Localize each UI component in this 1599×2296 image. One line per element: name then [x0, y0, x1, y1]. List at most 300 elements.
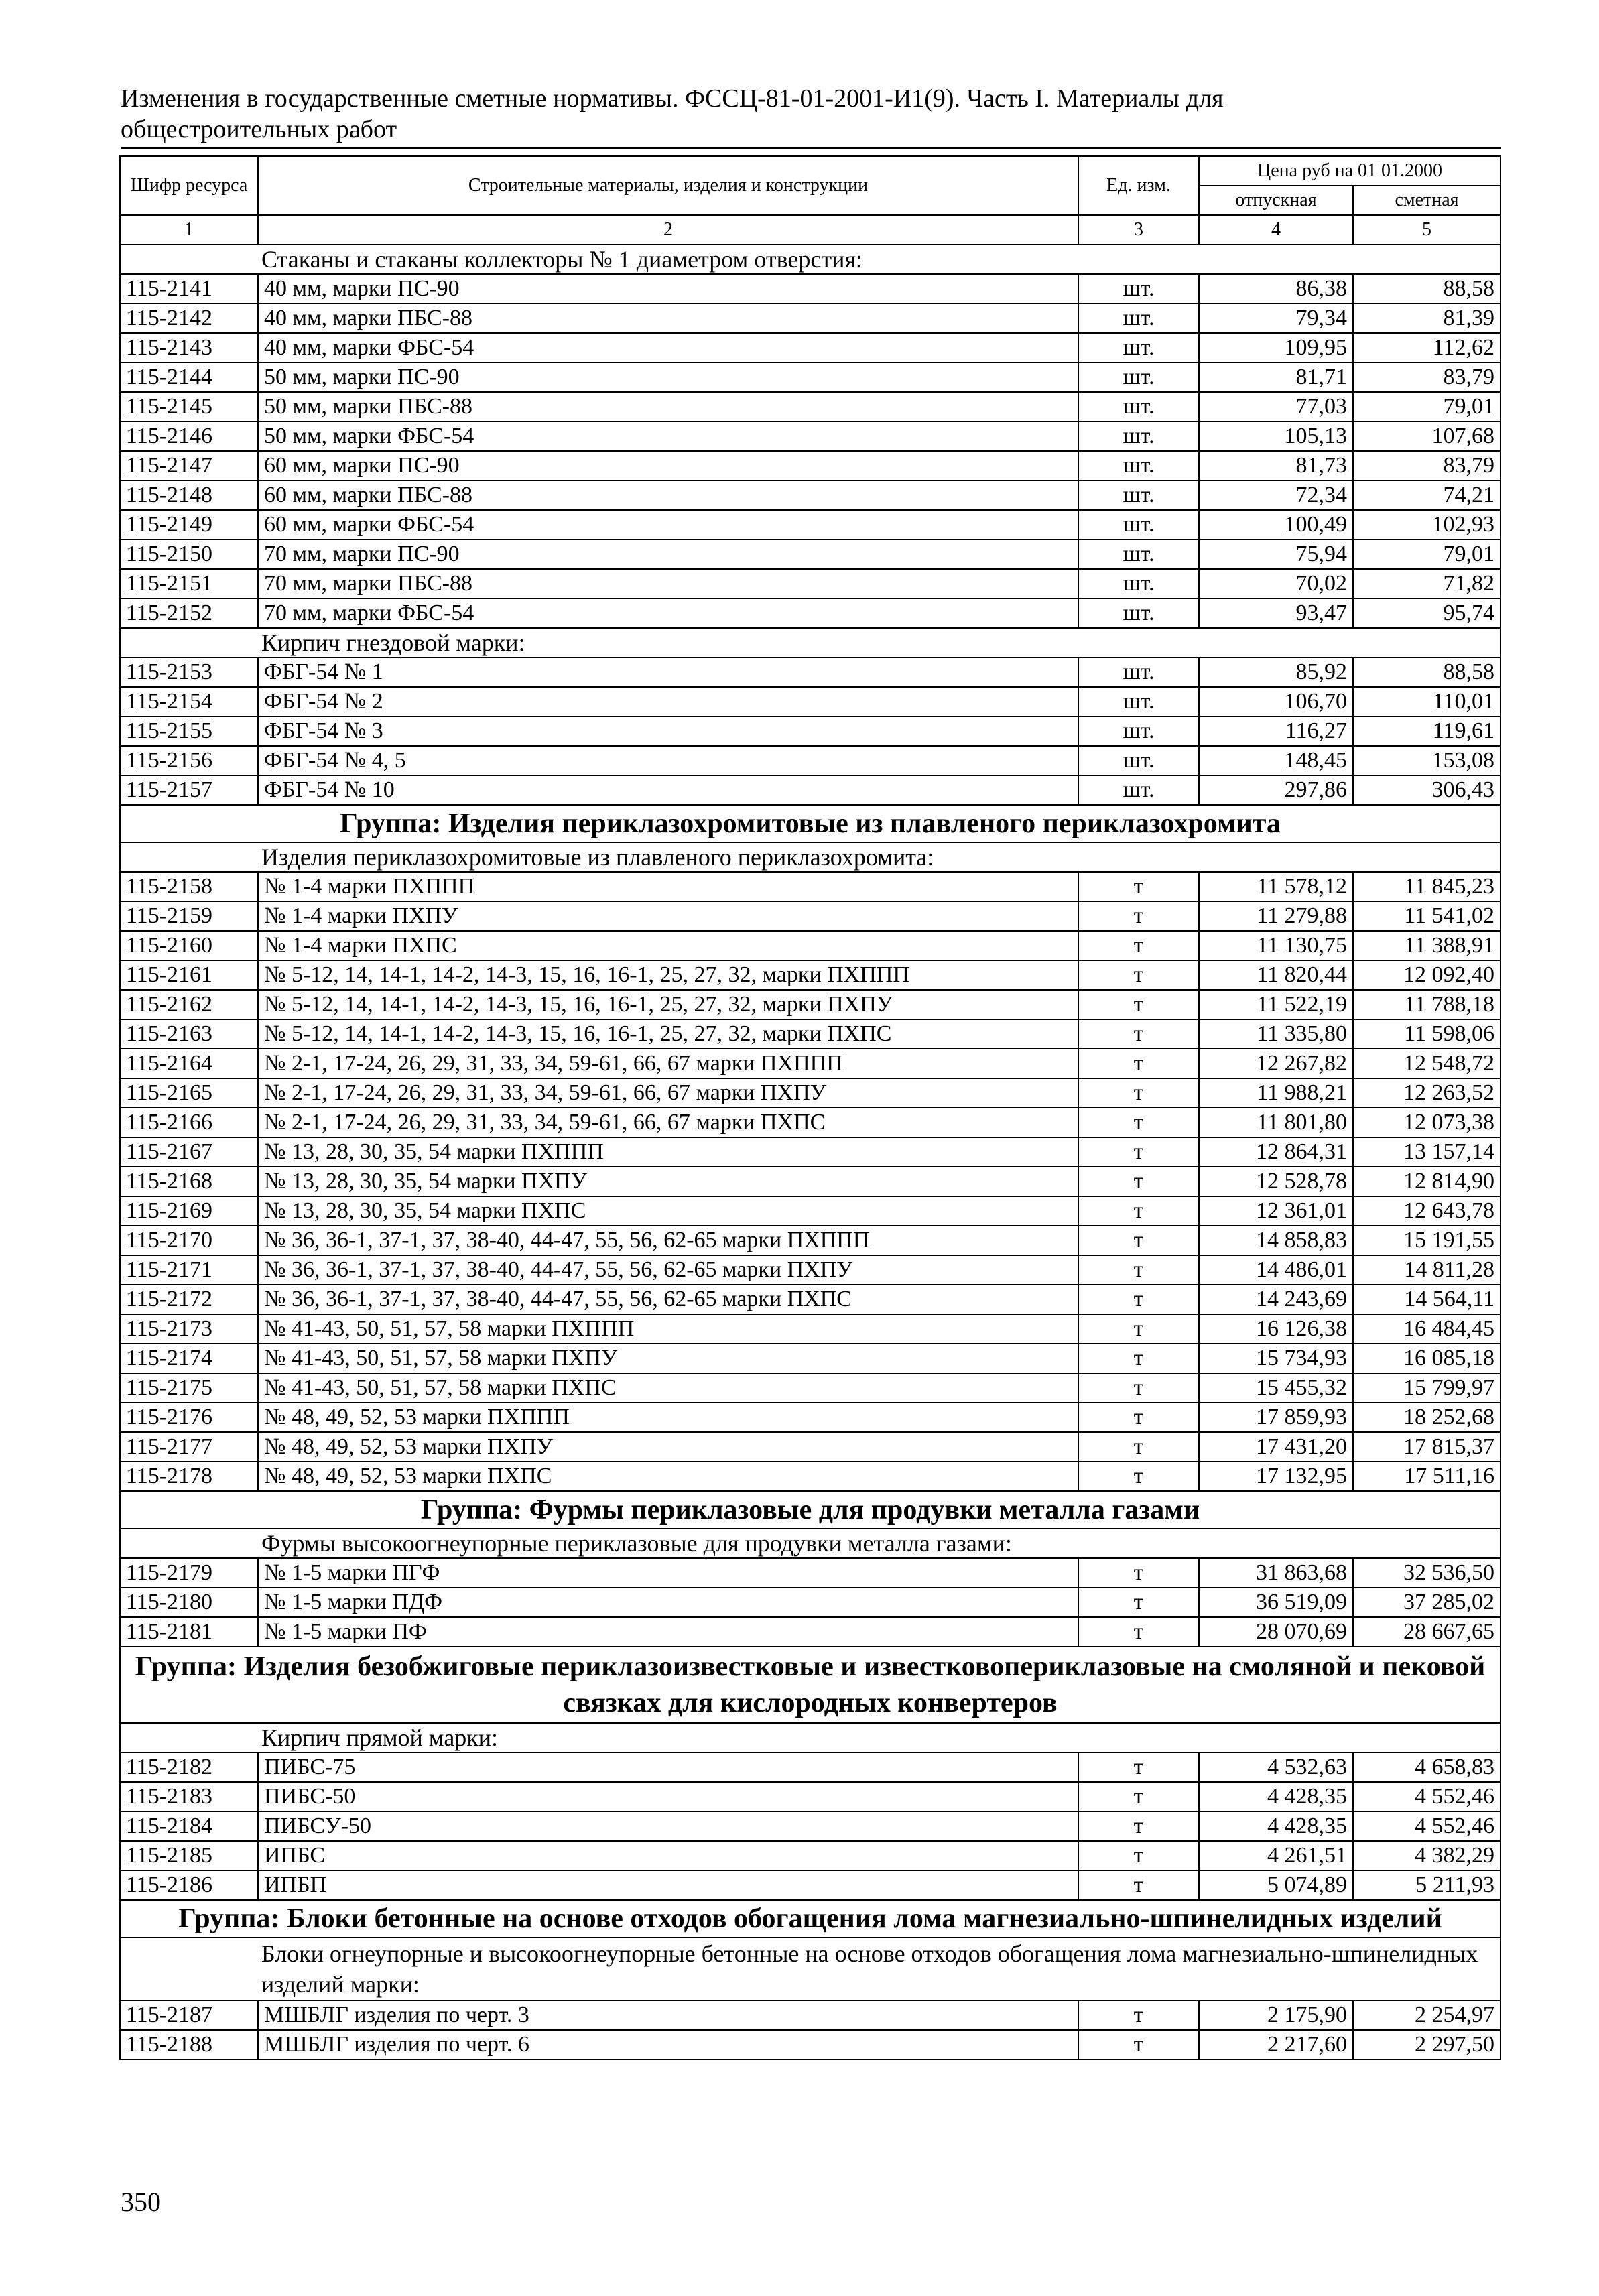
material-name: ФБГ-54 № 2 — [258, 687, 1078, 716]
release-price: 100,49 — [1199, 510, 1353, 539]
material-name: ПИБСУ-50 — [258, 1811, 1078, 1841]
document-header — [121, 83, 1501, 149]
subsection-title: Кирпич прямой марки: — [120, 1723, 1500, 1752]
subsection-row — [120, 1723, 1500, 1752]
subsection-row — [120, 628, 1500, 657]
col-unit-header: Ед. изм. — [1078, 156, 1199, 215]
group-row — [120, 805, 1500, 842]
table-row — [120, 1344, 1500, 1373]
release-price: 105,13 — [1199, 422, 1353, 451]
unit-cell: шт. — [1078, 687, 1199, 716]
group-row — [120, 1900, 1500, 1937]
material-name: 40 мм, марки ФБС-54 — [258, 333, 1078, 363]
table-row — [120, 1285, 1500, 1314]
estimate-price: 71,82 — [1353, 569, 1500, 598]
estimate-price: 107,68 — [1353, 422, 1500, 451]
release-price: 11 130,75 — [1199, 931, 1353, 960]
table-row — [120, 1196, 1500, 1226]
material-name: 60 мм, марки ПС-90 — [258, 451, 1078, 481]
group-row — [120, 1491, 1500, 1529]
unit-cell: т — [1078, 1019, 1199, 1049]
release-price: 4 532,63 — [1199, 1752, 1353, 1782]
material-name: 70 мм, марки ПБС-88 — [258, 569, 1078, 598]
resource-code: 115-2151 — [120, 569, 258, 598]
unit-cell: т — [1078, 1462, 1199, 1491]
price-table — [119, 155, 1501, 2060]
table-row — [120, 422, 1500, 451]
table-row — [120, 451, 1500, 481]
table-row — [120, 333, 1500, 363]
unit-cell: т — [1078, 1403, 1199, 1432]
table-row — [120, 687, 1500, 716]
estimate-price: 110,01 — [1353, 687, 1500, 716]
resource-code: 115-2158 — [120, 872, 258, 901]
estimate-price: 5 211,93 — [1353, 1870, 1500, 1900]
col-num-5: 5 — [1353, 215, 1500, 245]
estimate-price: 81,39 — [1353, 304, 1500, 333]
release-price: 14 858,83 — [1199, 1226, 1353, 1255]
unit-cell: т — [1078, 931, 1199, 960]
page-number: 350 — [121, 2187, 161, 2217]
estimate-price: 11 388,91 — [1353, 931, 1500, 960]
material-name: № 48, 49, 52, 53 марки ПХПУ — [258, 1432, 1078, 1462]
resource-code: 115-2159 — [120, 901, 258, 931]
resource-code: 115-2144 — [120, 363, 258, 392]
material-name: № 48, 49, 52, 53 марки ПХПС — [258, 1462, 1078, 1491]
release-price: 11 335,80 — [1199, 1019, 1353, 1049]
release-price: 28 070,69 — [1199, 1617, 1353, 1647]
material-name: № 36, 36-1, 37-1, 37, 38-40, 44-47, 55, 56, 62-65 марки ПХПС — [258, 1285, 1078, 1314]
release-price: 11 578,12 — [1199, 872, 1353, 901]
release-price: 11 279,88 — [1199, 901, 1353, 931]
resource-code: 115-2156 — [120, 746, 258, 775]
release-price: 79,34 — [1199, 304, 1353, 333]
subsection-title: Изделия периклазохромитовые из плавленого периклазохромита: — [120, 842, 1500, 872]
group-row — [120, 1647, 1500, 1723]
resource-code: 115-2146 — [120, 422, 258, 451]
material-name: ФБГ-54 № 3 — [258, 716, 1078, 746]
resource-code: 115-2175 — [120, 1373, 258, 1403]
resource-code: 115-2167 — [120, 1137, 258, 1167]
estimate-price: 79,01 — [1353, 392, 1500, 422]
resource-code: 115-2174 — [120, 1344, 258, 1373]
material-name: 60 мм, марки ФБС-54 — [258, 510, 1078, 539]
estimate-price: 4 382,29 — [1353, 1841, 1500, 1870]
material-name: № 5-12, 14, 14-1, 14-2, 14-3, 15, 16, 16-1, 25, 27, 32, марки ПХПС — [258, 1019, 1078, 1049]
material-name: ПИБС-75 — [258, 1752, 1078, 1782]
resource-code: 115-2148 — [120, 481, 258, 510]
table-row — [120, 1255, 1500, 1285]
unit-cell: шт. — [1078, 451, 1199, 481]
release-price: 12 267,82 — [1199, 1049, 1353, 1078]
material-name: ПИБС-50 — [258, 1782, 1078, 1811]
estimate-price: 112,62 — [1353, 333, 1500, 363]
unit-cell: шт. — [1078, 657, 1199, 687]
table-row — [120, 1373, 1500, 1403]
table-body — [120, 245, 1500, 2059]
estimate-price: 88,58 — [1353, 274, 1500, 304]
resource-code: 115-2157 — [120, 775, 258, 805]
estimate-price: 95,74 — [1353, 598, 1500, 628]
release-price: 12 864,31 — [1199, 1137, 1353, 1167]
table-row — [120, 1841, 1500, 1870]
unit-cell: шт. — [1078, 304, 1199, 333]
estimate-price: 12 092,40 — [1353, 960, 1500, 990]
col-num-2: 2 — [258, 215, 1078, 245]
resource-code: 115-2145 — [120, 392, 258, 422]
resource-code: 115-2163 — [120, 1019, 258, 1049]
group-title: Группа: Изделия периклазохромитовые из плавленого периклазохромита — [120, 805, 1500, 842]
release-price: 85,92 — [1199, 657, 1353, 687]
estimate-price: 83,79 — [1353, 451, 1500, 481]
unit-cell: т — [1078, 1226, 1199, 1255]
estimate-price: 306,43 — [1353, 775, 1500, 805]
table-row — [120, 569, 1500, 598]
table-row — [120, 716, 1500, 746]
release-price: 4 428,35 — [1199, 1811, 1353, 1841]
estimate-price: 15 191,55 — [1353, 1226, 1500, 1255]
release-price: 5 074,89 — [1199, 1870, 1353, 1900]
release-price: 116,27 — [1199, 716, 1353, 746]
estimate-price: 16 085,18 — [1353, 1344, 1500, 1373]
table-row — [120, 1588, 1500, 1617]
release-price: 75,94 — [1199, 539, 1353, 569]
resource-code: 115-2183 — [120, 1782, 258, 1811]
estimate-price: 15 799,97 — [1353, 1373, 1500, 1403]
table-row — [120, 1462, 1500, 1491]
estimate-price: 153,08 — [1353, 746, 1500, 775]
resource-code: 115-2143 — [120, 333, 258, 363]
release-price: 15 734,93 — [1199, 1344, 1353, 1373]
table-row — [120, 2030, 1500, 2059]
estimate-price: 37 285,02 — [1353, 1588, 1500, 1617]
resource-code: 115-2181 — [120, 1617, 258, 1647]
unit-cell: т — [1078, 1558, 1199, 1588]
estimate-price: 12 814,90 — [1353, 1167, 1500, 1196]
material-name: № 36, 36-1, 37-1, 37, 38-40, 44-47, 55, 56, 62-65 марки ПХПУ — [258, 1255, 1078, 1285]
material-name: ИПБС — [258, 1841, 1078, 1870]
release-price: 93,47 — [1199, 598, 1353, 628]
unit-cell: т — [1078, 960, 1199, 990]
estimate-price: 13 157,14 — [1353, 1137, 1500, 1167]
estimate-price: 12 073,38 — [1353, 1108, 1500, 1137]
unit-cell: шт. — [1078, 422, 1199, 451]
material-name: 50 мм, марки ПБС-88 — [258, 392, 1078, 422]
table-row — [120, 363, 1500, 392]
table-row — [120, 1314, 1500, 1344]
col-estimate-header: сметная — [1353, 186, 1500, 215]
release-price: 14 243,69 — [1199, 1285, 1353, 1314]
resource-code: 115-2178 — [120, 1462, 258, 1491]
estimate-price: 4 552,46 — [1353, 1811, 1500, 1841]
estimate-price: 83,79 — [1353, 363, 1500, 392]
table-row — [120, 657, 1500, 687]
subsection-title: Кирпич гнездовой марки: — [120, 628, 1500, 657]
resource-code: 115-2165 — [120, 1078, 258, 1108]
table-row — [120, 274, 1500, 304]
material-name: № 36, 36-1, 37-1, 37, 38-40, 44-47, 55, 56, 62-65 марки ПХППП — [258, 1226, 1078, 1255]
unit-cell: т — [1078, 1841, 1199, 1870]
unit-cell: шт. — [1078, 333, 1199, 363]
resource-code: 115-2154 — [120, 687, 258, 716]
release-price: 15 455,32 — [1199, 1373, 1353, 1403]
resource-code: 115-2168 — [120, 1167, 258, 1196]
table-row — [120, 960, 1500, 990]
material-name: № 2-1, 17-24, 26, 29, 31, 33, 34, 59-61, 66, 67 марки ПХПУ — [258, 1078, 1078, 1108]
unit-cell: т — [1078, 1373, 1199, 1403]
estimate-price: 32 536,50 — [1353, 1558, 1500, 1588]
table-row — [120, 1108, 1500, 1137]
release-price: 14 486,01 — [1199, 1255, 1353, 1285]
release-price: 148,45 — [1199, 746, 1353, 775]
unit-cell: т — [1078, 1314, 1199, 1344]
table-row — [120, 1870, 1500, 1900]
material-name: № 13, 28, 30, 35, 54 марки ПХПС — [258, 1196, 1078, 1226]
release-price: 31 863,68 — [1199, 1558, 1353, 1588]
table-row — [120, 746, 1500, 775]
material-name: № 41-43, 50, 51, 57, 58 марки ПХПУ — [258, 1344, 1078, 1373]
table-row — [120, 1403, 1500, 1432]
resource-code: 115-2177 — [120, 1432, 258, 1462]
estimate-price: 119,61 — [1353, 716, 1500, 746]
material-name: 50 мм, марки ФБС-54 — [258, 422, 1078, 451]
release-price: 4 261,51 — [1199, 1841, 1353, 1870]
table-row — [120, 1811, 1500, 1841]
release-price: 17 132,95 — [1199, 1462, 1353, 1491]
release-price: 12 528,78 — [1199, 1167, 1353, 1196]
resource-code: 115-2160 — [120, 931, 258, 960]
estimate-price: 12 263,52 — [1353, 1078, 1500, 1108]
resource-code: 115-2182 — [120, 1752, 258, 1782]
table-row — [120, 598, 1500, 628]
unit-cell: шт. — [1078, 775, 1199, 805]
estimate-price: 16 484,45 — [1353, 1314, 1500, 1344]
table-row — [120, 872, 1500, 901]
release-price: 72,34 — [1199, 481, 1353, 510]
unit-cell: т — [1078, 1588, 1199, 1617]
group-title: Группа: Изделия безобжиговые периклазоизвестковые и известковопериклазовые на смоляной и пековой связках для кислородных конвертеров — [120, 1647, 1500, 1723]
material-name: № 13, 28, 30, 35, 54 марки ПХППП — [258, 1137, 1078, 1167]
table-row — [120, 1782, 1500, 1811]
resource-code: 115-2170 — [120, 1226, 258, 1255]
table-row — [120, 990, 1500, 1019]
estimate-price: 74,21 — [1353, 481, 1500, 510]
material-name: № 1-4 марки ПХППП — [258, 872, 1078, 901]
estimate-price: 14 564,11 — [1353, 1285, 1500, 1314]
unit-cell: шт. — [1078, 392, 1199, 422]
unit-cell: т — [1078, 1752, 1199, 1782]
table-row — [120, 392, 1500, 422]
table-row — [120, 1752, 1500, 1782]
table-row — [120, 510, 1500, 539]
material-name: 70 мм, марки ПС-90 — [258, 539, 1078, 569]
col-release-header: отпускная — [1199, 186, 1353, 215]
estimate-price: 11 541,02 — [1353, 901, 1500, 931]
release-price: 36 519,09 — [1199, 1588, 1353, 1617]
release-price: 11 820,44 — [1199, 960, 1353, 990]
unit-cell: т — [1078, 1285, 1199, 1314]
col-num-4: 4 — [1199, 215, 1353, 245]
material-name: ФБГ-54 № 4, 5 — [258, 746, 1078, 775]
estimate-price: 79,01 — [1353, 539, 1500, 569]
resource-code: 115-2161 — [120, 960, 258, 990]
material-name: 70 мм, марки ФБС-54 — [258, 598, 1078, 628]
table-row — [120, 931, 1500, 960]
release-price: 2 217,60 — [1199, 2030, 1353, 2059]
unit-cell: т — [1078, 901, 1199, 931]
unit-cell: т — [1078, 1049, 1199, 1078]
table-row — [120, 1078, 1500, 1108]
unit-cell: т — [1078, 1196, 1199, 1226]
resource-code: 115-2162 — [120, 990, 258, 1019]
unit-cell: т — [1078, 1137, 1199, 1167]
estimate-price: 102,93 — [1353, 510, 1500, 539]
release-price: 11 988,21 — [1199, 1078, 1353, 1108]
resource-code: 115-2173 — [120, 1314, 258, 1344]
unit-cell: т — [1078, 1255, 1199, 1285]
subsection-title: Стаканы и стаканы коллекторы № 1 диаметром отверстия: — [120, 245, 1500, 274]
release-price: 17 431,20 — [1199, 1432, 1353, 1462]
resource-code: 115-2187 — [120, 2000, 258, 2030]
subsection-title: Фурмы высокоогнеупорные периклазовые для продувки металла газами: — [120, 1529, 1500, 1558]
release-price: 4 428,35 — [1199, 1782, 1353, 1811]
release-price: 11 522,19 — [1199, 990, 1353, 1019]
material-name: № 2-1, 17-24, 26, 29, 31, 33, 34, 59-61, 66, 67 марки ПХПС — [258, 1108, 1078, 1137]
table-row — [120, 304, 1500, 333]
estimate-price: 28 667,65 — [1353, 1617, 1500, 1647]
resource-code: 115-2179 — [120, 1558, 258, 1588]
material-name: № 41-43, 50, 51, 57, 58 марки ПХПС — [258, 1373, 1078, 1403]
resource-code: 115-2180 — [120, 1588, 258, 1617]
estimate-price: 4 658,83 — [1353, 1752, 1500, 1782]
unit-cell: т — [1078, 990, 1199, 1019]
resource-code: 115-2169 — [120, 1196, 258, 1226]
release-price: 2 175,90 — [1199, 2000, 1353, 2030]
release-price: 81,71 — [1199, 363, 1353, 392]
col-name-header: Строительные материалы, изделия и конструкции — [258, 156, 1078, 215]
material-name: МШБЛГ изделия по черт. 6 — [258, 2030, 1078, 2059]
unit-cell: т — [1078, 2000, 1199, 2030]
release-price: 106,70 — [1199, 687, 1353, 716]
material-name: 50 мм, марки ПС-90 — [258, 363, 1078, 392]
table-row — [120, 1019, 1500, 1049]
unit-cell: шт. — [1078, 274, 1199, 304]
estimate-price: 17 511,16 — [1353, 1462, 1500, 1491]
release-price: 81,73 — [1199, 451, 1353, 481]
resource-code: 115-2166 — [120, 1108, 258, 1137]
unit-cell: т — [1078, 1078, 1199, 1108]
subsection-row — [120, 842, 1500, 872]
header-line-1: Изменения в государственные сметные нормативы. ФССЦ-81-01-2001-И1(9). Часть I. Материалы для — [121, 84, 1224, 113]
unit-cell: шт. — [1078, 598, 1199, 628]
material-name: № 5-12, 14, 14-1, 14-2, 14-3, 15, 16, 16-1, 25, 27, 32, марки ПХПУ — [258, 990, 1078, 1019]
unit-cell: т — [1078, 1344, 1199, 1373]
unit-cell: шт. — [1078, 481, 1199, 510]
unit-cell: шт. — [1078, 746, 1199, 775]
estimate-price: 14 811,28 — [1353, 1255, 1500, 1285]
estimate-price: 12 643,78 — [1353, 1196, 1500, 1226]
group-title: Группа: Блоки бетонные на основе отходов обогащения лома магнезиально-шпинелидных изделий — [120, 1900, 1500, 1937]
material-name: 60 мм, марки ПБС-88 — [258, 481, 1078, 510]
material-name: № 1-5 марки ПГФ — [258, 1558, 1078, 1588]
release-price: 77,03 — [1199, 392, 1353, 422]
material-name: № 1-4 марки ПХПС — [258, 931, 1078, 960]
resource-code: 115-2171 — [120, 1255, 258, 1285]
table-row — [120, 1137, 1500, 1167]
estimate-price: 11 788,18 — [1353, 990, 1500, 1019]
group-title: Группа: Фурмы периклазовые для продувки металла газами — [120, 1491, 1500, 1529]
header-line-2: общестроительных работ — [121, 115, 397, 143]
table-row — [120, 1226, 1500, 1255]
estimate-price: 11 845,23 — [1353, 872, 1500, 901]
resource-code: 115-2172 — [120, 1285, 258, 1314]
material-name: 40 мм, марки ПБС-88 — [258, 304, 1078, 333]
unit-cell: т — [1078, 1782, 1199, 1811]
estimate-price: 2 297,50 — [1353, 2030, 1500, 2059]
unit-cell: шт. — [1078, 510, 1199, 539]
resource-code: 115-2176 — [120, 1403, 258, 1432]
resource-code: 115-2153 — [120, 657, 258, 687]
estimate-price: 88,58 — [1353, 657, 1500, 687]
material-name: 40 мм, марки ПС-90 — [258, 274, 1078, 304]
material-name: № 5-12, 14, 14-1, 14-2, 14-3, 15, 16, 16-1, 25, 27, 32, марки ПХППП — [258, 960, 1078, 990]
material-name: № 48, 49, 52, 53 марки ПХППП — [258, 1403, 1078, 1432]
table-row — [120, 1167, 1500, 1196]
subsection-title: Блоки огнеупорные и высокоогнеупорные бетонные на основе отходов обогащения лома магнезиально-шпинелидных изделий марки: — [120, 1937, 1500, 2000]
material-name: № 1-4 марки ПХПУ — [258, 901, 1078, 931]
unit-cell: т — [1078, 872, 1199, 901]
unit-cell: т — [1078, 1432, 1199, 1462]
col-num-3: 3 — [1078, 215, 1199, 245]
estimate-price: 17 815,37 — [1353, 1432, 1500, 1462]
table-row — [120, 1432, 1500, 1462]
estimate-price: 2 254,97 — [1353, 2000, 1500, 2030]
col-price-header: Цена руб на 01 01.2000 — [1199, 156, 1500, 186]
resource-code: 115-2184 — [120, 1811, 258, 1841]
resource-code: 115-2185 — [120, 1841, 258, 1870]
estimate-price: 11 598,06 — [1353, 1019, 1500, 1049]
material-name: № 1-5 марки ПФ — [258, 1617, 1078, 1647]
unit-cell: т — [1078, 1870, 1199, 1900]
subsection-row — [120, 1937, 1500, 2000]
unit-cell: т — [1078, 1811, 1199, 1841]
resource-code: 115-2149 — [120, 510, 258, 539]
resource-code: 115-2186 — [120, 1870, 258, 1900]
material-name: МШБЛГ изделия по черт. 3 — [258, 2000, 1078, 2030]
release-price: 11 801,80 — [1199, 1108, 1353, 1137]
resource-code: 115-2152 — [120, 598, 258, 628]
release-price: 17 859,93 — [1199, 1403, 1353, 1432]
unit-cell: т — [1078, 1617, 1199, 1647]
resource-code: 115-2142 — [120, 304, 258, 333]
material-name: № 2-1, 17-24, 26, 29, 31, 33, 34, 59-61, 66, 67 марки ПХППП — [258, 1049, 1078, 1078]
release-price: 297,86 — [1199, 775, 1353, 805]
estimate-price: 4 552,46 — [1353, 1782, 1500, 1811]
unit-cell: т — [1078, 2030, 1199, 2059]
estimate-price: 18 252,68 — [1353, 1403, 1500, 1432]
material-name: № 41-43, 50, 51, 57, 58 марки ПХППП — [258, 1314, 1078, 1344]
col-num-1: 1 — [120, 215, 258, 245]
resource-code: 115-2155 — [120, 716, 258, 746]
resource-code: 115-2147 — [120, 451, 258, 481]
subsection-row — [120, 1529, 1500, 1558]
unit-cell: шт. — [1078, 569, 1199, 598]
material-name: ФБГ-54 № 10 — [258, 775, 1078, 805]
unit-cell: шт. — [1078, 539, 1199, 569]
table-row — [120, 539, 1500, 569]
table-row — [120, 1558, 1500, 1588]
resource-code: 115-2141 — [120, 274, 258, 304]
